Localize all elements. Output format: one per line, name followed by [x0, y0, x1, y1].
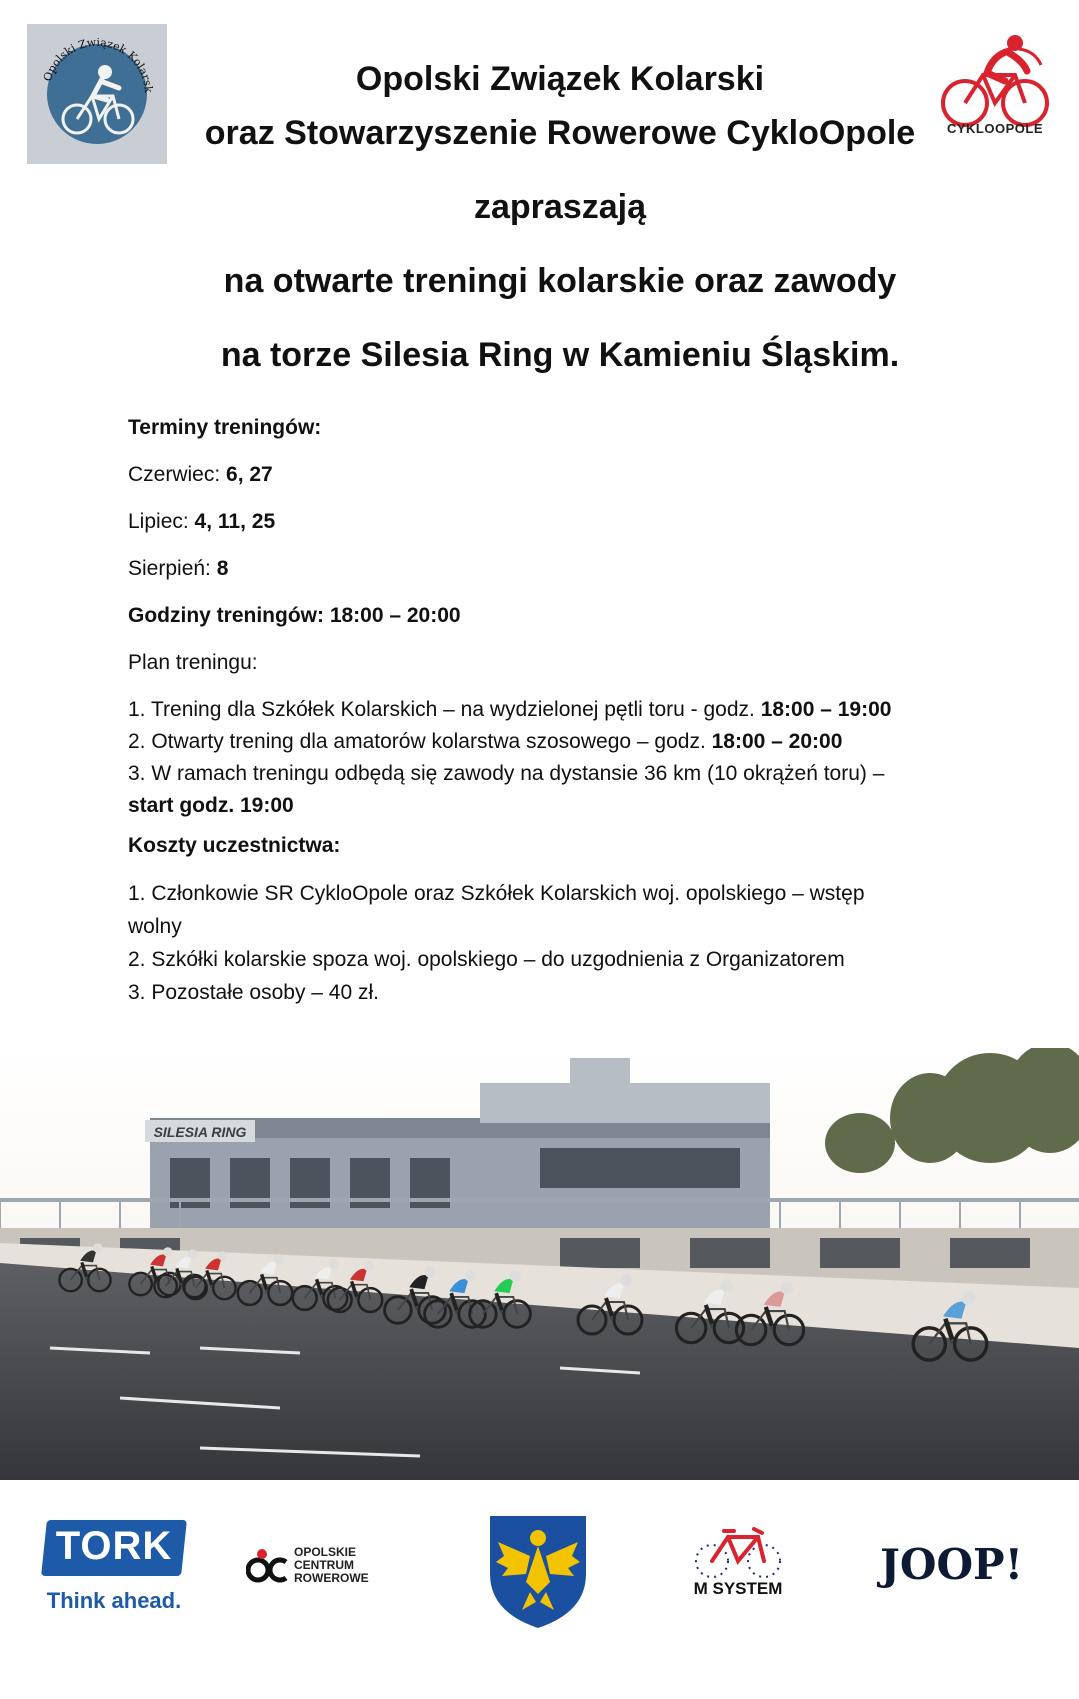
ozk-logo: [27, 24, 167, 164]
list-item-continued: wolny: [128, 915, 182, 938]
tork-name: TORK: [55, 1524, 173, 1568]
plan-item-time: 18:00 – 20:00: [711, 730, 843, 753]
plan-heading: Plan treningu:: [128, 651, 258, 674]
plan-item-time: start godz. 19:00: [128, 794, 294, 817]
cyclist: [736, 1282, 803, 1345]
title-line-4: na otwarte treningi kolarskie oraz zawody: [223, 262, 897, 300]
schedule-dates: 4, 11, 25: [194, 510, 276, 533]
msystem-logo: [688, 1525, 788, 1605]
plan-list: [128, 694, 891, 822]
ozk-logo-text: Opolski Związek Kolarsk: [40, 35, 156, 94]
plan-item-text: 3. W ramach treningu odbędą się zawody na dystansie 36 km (10 okrążeń toru) –: [128, 762, 885, 785]
list-item: 2. Szkółki kolarskie spoza woj. opolskiego – do uzgodnienia z Organizatorem: [128, 948, 845, 971]
schedule-dates: 6, 27: [226, 463, 273, 486]
schedule-dates: 8: [216, 557, 229, 580]
occ-logo-icon: [246, 1546, 290, 1586]
occ-line-2: CENTRUM: [294, 1558, 354, 1572]
title-line-5: na torze Silesia Ring w Kamieniu Śląskim.: [220, 336, 900, 374]
schedule-month-label: Sierpień:: [128, 557, 211, 580]
title-line-1: Opolski Związek Kolarski: [355, 60, 765, 98]
cyclist: [238, 1254, 292, 1305]
occ-line-1: OPOLSKIE: [294, 1545, 357, 1559]
cyclist: [59, 1243, 110, 1291]
schedule-row-july: [128, 506, 275, 538]
cyclists-group: [0, 1048, 1079, 1480]
plan-item-time: 18:00 – 19:00: [760, 698, 892, 721]
list-item: 3. Pozostałe osoby – 40 zł.: [128, 981, 379, 1004]
occ-logo: [246, 1542, 386, 1592]
schedule-heading: Terminy treningów:: [128, 416, 322, 439]
msystem-bike-icon: [688, 1525, 788, 1581]
training-hours: Godziny treningów: 18:00 – 20:00: [128, 604, 461, 627]
cyclist: [425, 1270, 486, 1327]
tork-slogan: Think ahead.: [46, 1588, 182, 1613]
cyclist: [470, 1270, 531, 1327]
cyclist: [913, 1291, 987, 1360]
cyclist: [385, 1266, 446, 1323]
cyclist: [578, 1274, 642, 1334]
cyclist: [676, 1280, 743, 1343]
costs-heading: Koszty uczestnictwa:: [128, 834, 341, 857]
costs-list: [128, 877, 865, 1009]
list-item: [128, 758, 891, 790]
list-item: 1. Członkowie SR CykloOpole oraz Szkółek Kolarskich woj. opolskiego – wstęp: [128, 882, 865, 905]
list-item: [128, 726, 891, 758]
schedule-row-august: [128, 553, 228, 585]
plan-item-text: 1. Trening dla Szkółek Kolarskich – na wydzielonej pętli toru - godz.: [128, 698, 755, 721]
cykloopole-logo-text: CYKLOOPOLE: [946, 121, 1043, 136]
schedule-month-label: Lipiec:: [128, 510, 189, 533]
track-sign: SILESIA RING: [153, 1124, 247, 1140]
opole-crest: [486, 1512, 590, 1630]
tork-logo: [34, 1520, 194, 1620]
schedule-row-june: [128, 459, 273, 491]
track-photo: [0, 1048, 1079, 1480]
title-line-3: zapraszają: [474, 188, 646, 226]
joop-logo: JOOP!: [880, 1540, 1024, 1589]
msystem-name: M SYSTEM: [693, 1579, 783, 1598]
title-line-2: oraz Stowarzyszenie Rowerowe CykloOpole: [204, 114, 916, 152]
list-item-continued: [128, 790, 891, 822]
cyclist: [293, 1259, 347, 1310]
occ-line-3: ROWEROWE: [294, 1571, 369, 1585]
list-item: [128, 694, 891, 726]
plan-item-text: 2. Otwarty trening dla amatorów kolarstwa szosowego – godz.: [128, 730, 706, 753]
schedule-month-label: Czerwiec:: [128, 463, 221, 486]
